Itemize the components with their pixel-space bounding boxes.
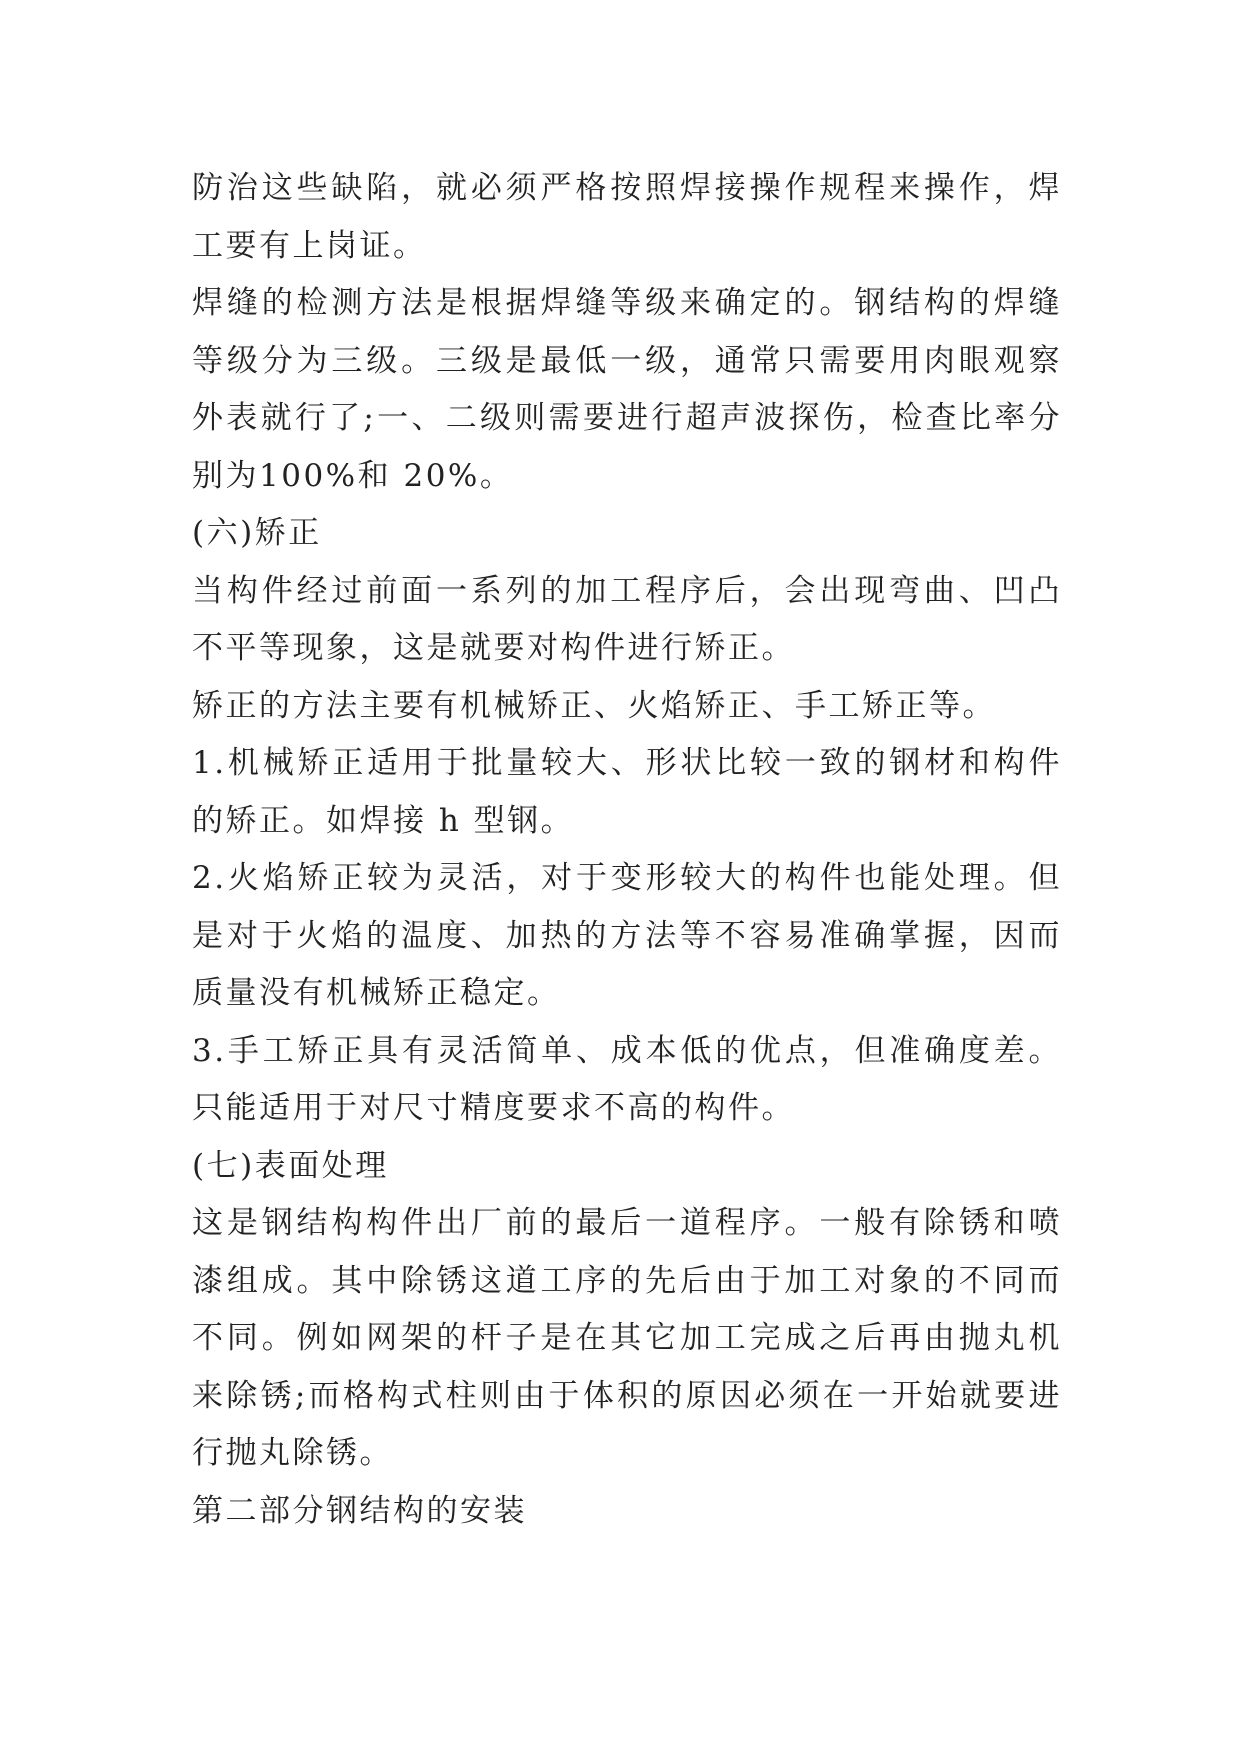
- paragraph-weld-inspection: 焊缝的检测方法是根据焊缝等级来确定的。钢结构的焊缝等级分为三级。三级是最低一级，通常只需要用肉眼观察外表就行了;一、二级则需要进行超声波探伤，检查比率分别为100%和 20%。: [192, 285, 1062, 494]
- list-item-manual: 3.手工矫正具有灵活简单、成本低的优点，但准确度差。只能适用于对尺寸精度要求不高的构件。: [192, 1032, 1062, 1126]
- document-page: [192, 160, 1062, 1540]
- paragraph-straightening-methods: 矫正的方法主要有机械矫正、火焰矫正、手工矫正等。: [192, 687, 996, 724]
- paragraph-surface-treatment: 这是钢结构构件出厂前的最后一道程序。一般有除锈和喷漆组成。其中除锈这道工序的先后由于加工对象的不同而不同。例如网架的杆子是在其它加工完成之后再由抛丸机来除锈;而格构式柱则由于体积的原因必须在一开始就要进行抛丸除锈。: [192, 1205, 1062, 1471]
- list-item-mechanical: 1.机械矫正适用于批量较大、形状比较一致的钢材和构件的矫正。如焊接 h 型钢。: [192, 745, 1062, 839]
- part-heading-installation: 第二部分钢结构的安装: [192, 1492, 527, 1529]
- paragraph-defect-prevention: 防治这些缺陷，就必须严格按照焊接操作规程来操作，焊工要有上岗证。: [192, 170, 1062, 264]
- list-item-flame: 2.火焰矫正较为灵活，对于变形较大的构件也能处理。但是对于火焰的温度、加热的方法等不容易准确掌握，因而质量没有机械矫正稳定。: [192, 860, 1062, 1011]
- section-heading-straightening: (六)矫正: [192, 515, 322, 551]
- paragraph-straightening-intro: 当构件经过前面一系列的加工程序后，会出现弯曲、凹凸不平等现象，这是就要对构件进行矫正。: [192, 572, 1062, 666]
- section-heading-surface-treatment: (七)表面处理: [192, 1147, 389, 1184]
